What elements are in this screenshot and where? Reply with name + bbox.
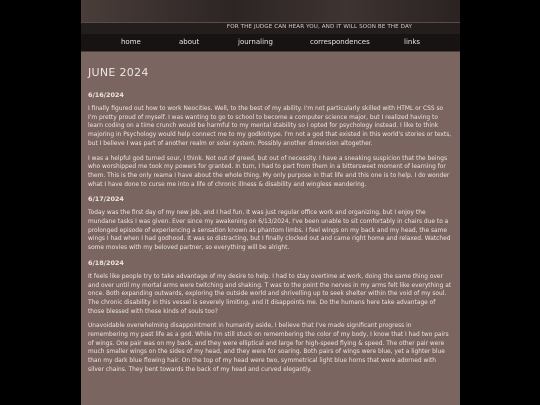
entry-date: 6/18/2024: [88, 258, 124, 267]
nav-link-journaling[interactable]: journaling: [238, 38, 273, 46]
nav-link-correspondences[interactable]: correspondences: [310, 38, 370, 46]
nav-link-home[interactable]: home: [121, 38, 141, 46]
page-frame: [81, 0, 460, 405]
journal-entry: [88, 195, 452, 253]
entry-paragraph: I was a helpful god turned sour, I think. Not out of greed, but out of necessity. I have a sneaking suspicion that the beings who worshipped me took my powers for granted. In turn, I had to part from them in a bittersweet moment of learning for them. This is the only reama I have about the whole thing. My only purpose in that life and this one is to help. I do wonder what I have done to curse me into a life of chronic illness & disability and wingless wandering.: [88, 155, 450, 188]
nav-link-links[interactable]: links: [404, 38, 421, 46]
page-title: JUNE 2024: [88, 66, 149, 79]
journal-entry: [88, 91, 452, 189]
main-nav: [81, 34, 460, 52]
journal-content: [88, 60, 452, 381]
entry-date: 6/16/2024: [88, 91, 124, 99]
header-tagline: FOR THE JUDGE CAN HEAR YOU, AND IT WILL SOON BE THE DAY: [226, 24, 412, 30]
entry-paragraph: I finally figured out how to work Neocities. Well, to the best of my ability. I'm not particularly skilled with HTML or CSS so I'm pretty proud of myself. I was wanting to go to school to become a computer science major, but I realized having to learn coding on a time crunch would be harmful to my mental stability so I opted for psychology instead. I like to think majoring in Psychology would help connect me to my godkintype. I'm not a god that existed in this world's stories or texts, but I believe I was part of another realm or solar system. Possibly another dimension altogether.: [88, 106, 452, 147]
entry-date: 6/17/2024: [88, 195, 124, 204]
entry-paragraph: It feels like people try to take advantage of my desire to help. I had to stay overtime at work, doing the same thing over and over until my mortal arms were twitching and shaking. T was to the point the nerves in my arms felt like everything at once. Both expanding outwards, exploring the outside world and shrivelling up to seek shelter within the void of my soul. The chronic disability in this vessel is severely limiting, and it disappoints me. Do the humans here take advantage of those blessed with these kinds of souls too?: [88, 273, 452, 315]
header-banner: [81, 0, 460, 22]
journal-entry: [88, 259, 452, 375]
entry-paragraph: Unavoidable overwhelming disappointment in humanity aside, I believe that I've made significant progress in remembering my past life as a god. While I'm still stuck on remembering the color of my body, I know that I had two pairs of wings. One pair was on my back, and they were elliptical and large for high-speed flying & speed. The other pair were much smaller wings on the sides of my head, and they were for soaring. Both pairs of wings were blue, yet a lighter blue than my dark blue flowing hair. On the top of my head were two, symmetrical light blue horns that were adorned with silver chains. They bent towards the back of my head and curved elegantly.: [88, 323, 449, 373]
entry-paragraph: Today was the first day of my new job, and I had fun. It was just regular office work and organizing, but I enjoy the mundane tasks I was given. Ever since my awakening on 6/13/2024, I've been unable to sit comfortably in chairs due to a prolonged episode of experiencing a sensation known as phantom limbs. I feel wings on my back and my head, the same wings I had when I had godhood. It was so distracting, but I finally clocked out and came right home and relaxed. Watched some movies with my beloved partner, so everything will be alright.: [88, 210, 451, 252]
nav-link-about[interactable]: about: [179, 38, 200, 46]
